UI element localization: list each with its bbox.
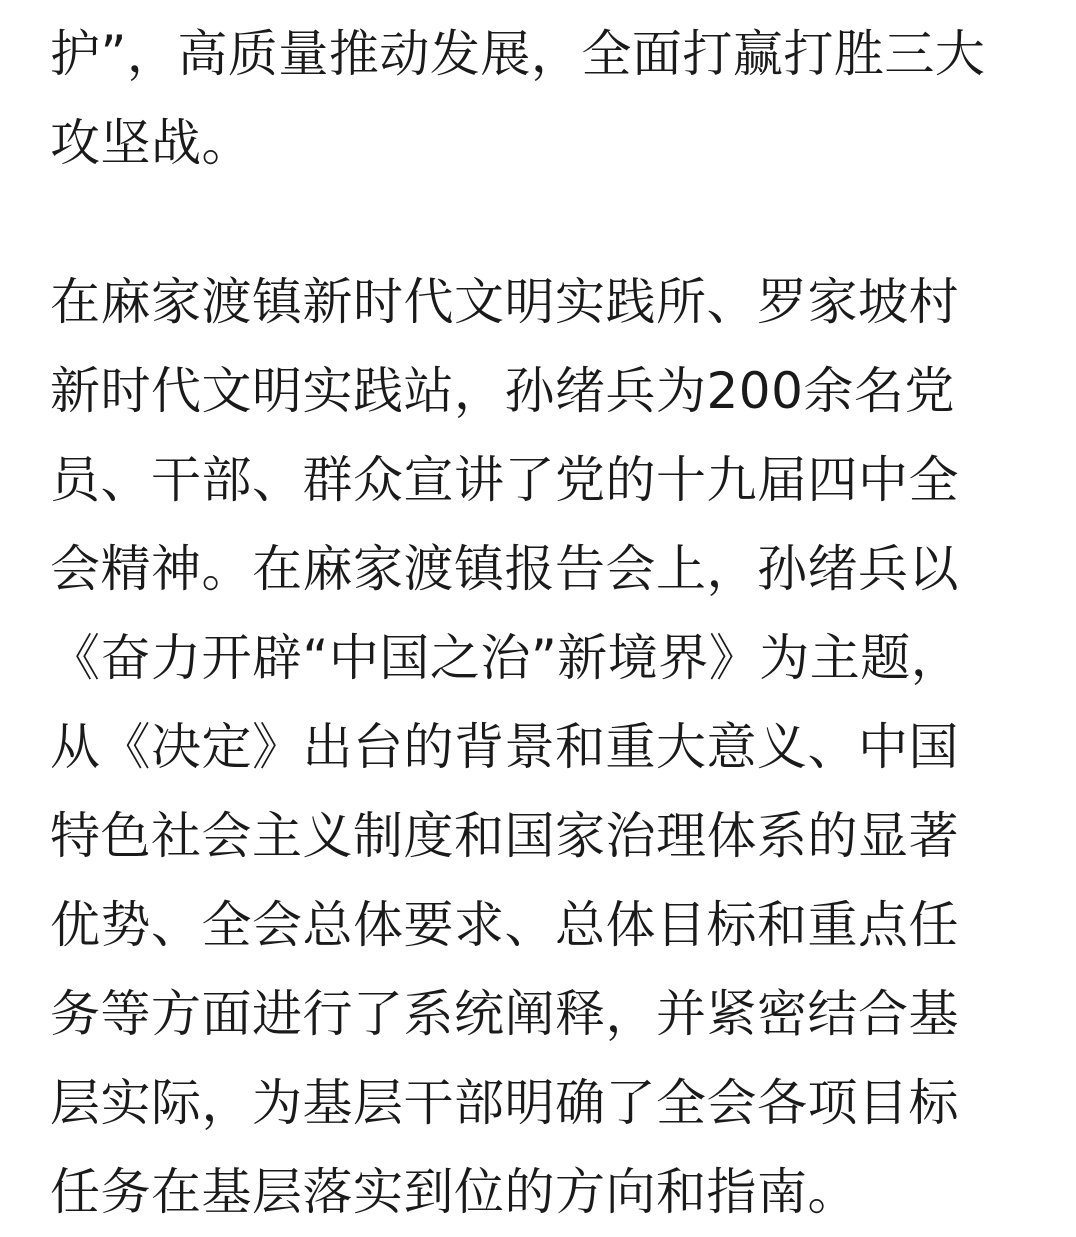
paragraph-2 bbox=[50, 258, 1030, 1237]
text-line: 从《决定》出台的背景和重大意义、中国 bbox=[50, 718, 959, 776]
text-line: 在麻家渡镇新时代文明实践所、罗家坡村 bbox=[50, 273, 959, 331]
text-line: 护”，高质量推动发展，全面打赢打胜三大 bbox=[50, 25, 986, 83]
text-line: 务等方面进行了系统阐释，并紧密结合基 bbox=[50, 985, 959, 1043]
text-line: 层实际，为基层干部明确了全会各项目标 bbox=[50, 1074, 959, 1132]
text-line: 新时代文明实践站，孙绪兵为200余名党 bbox=[50, 362, 955, 420]
text-line: 优势、全会总体要求、总体目标和重点任 bbox=[50, 896, 959, 954]
paragraph-1 bbox=[50, 10, 1030, 188]
text-line: 攻坚战。 bbox=[50, 114, 252, 172]
text-line: 特色社会主义制度和国家治理体系的显著 bbox=[50, 807, 959, 865]
text-line: 会精神。在麻家渡镇报告会上，孙绪兵以 bbox=[50, 540, 959, 598]
article-body bbox=[50, 10, 1030, 1237]
text-line: 员、干部、群众宣讲了党的十九届四中全 bbox=[50, 451, 959, 509]
text-line: 《奋力开辟“中国之治”新境界》为主题， bbox=[50, 629, 962, 687]
text-line: 任务在基层落实到位的方向和指南。 bbox=[50, 1163, 858, 1221]
